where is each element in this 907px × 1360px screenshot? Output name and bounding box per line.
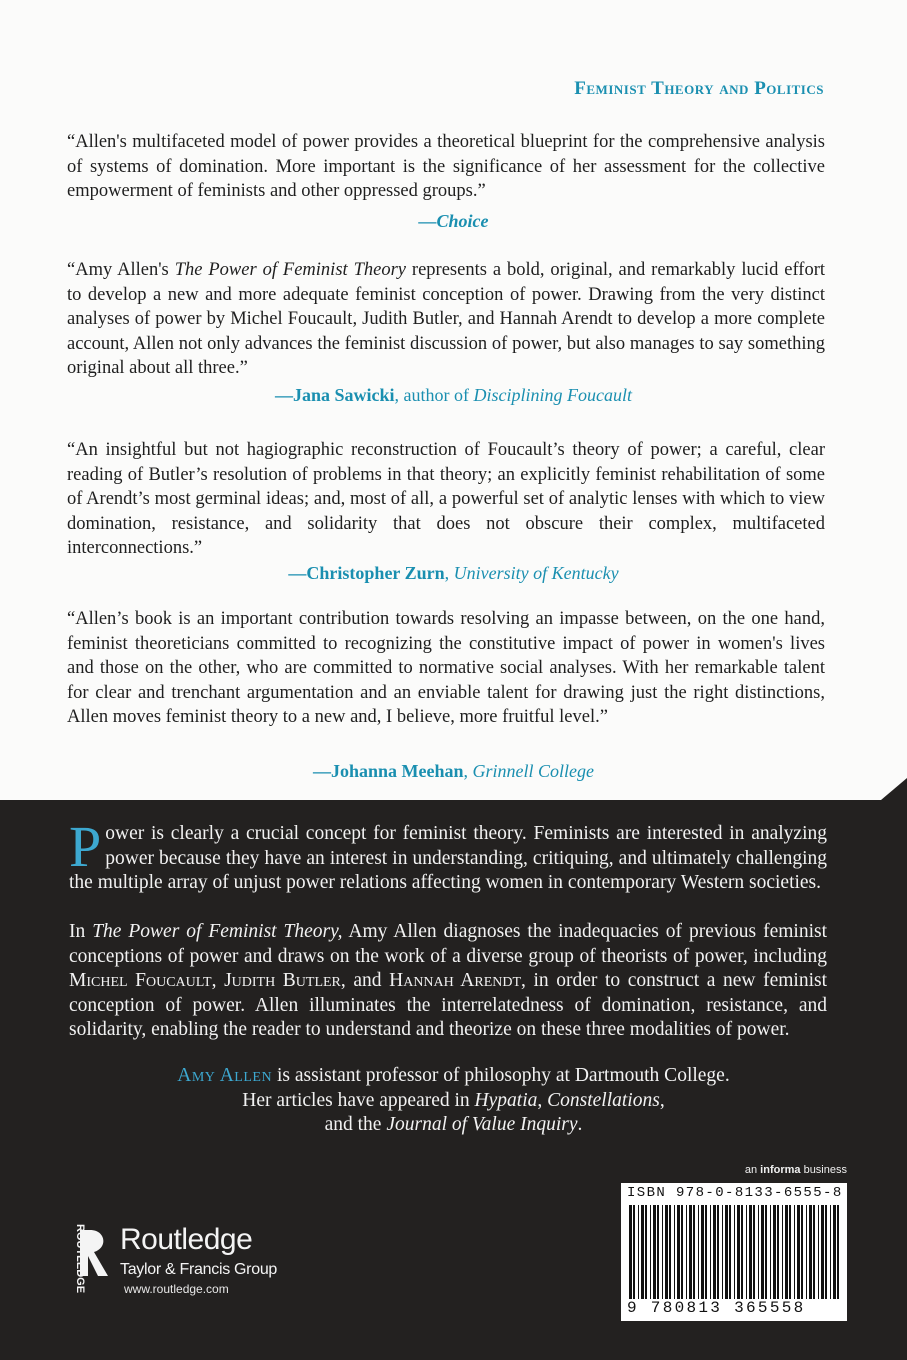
barcode-bar — [681, 1205, 683, 1299]
description-panel — [0, 800, 907, 1360]
barcode-bar — [737, 1205, 740, 1299]
publisher-url[interactable]: www.routledge.com — [124, 1282, 229, 1296]
barcode-bar — [782, 1205, 783, 1299]
routledge-vertical-text — [64, 1220, 86, 1310]
barcode-bar — [650, 1205, 651, 1299]
barcode-bar — [809, 1205, 812, 1299]
isbn-text: ISBN 978-0-8133-6555-8 — [627, 1185, 843, 1201]
barcode-bar — [638, 1205, 639, 1299]
barcode-bar — [741, 1205, 743, 1299]
barcode-bar — [746, 1205, 747, 1299]
informa-tagline: an informa business — [744, 1164, 847, 1176]
panel-corner-tab — [881, 778, 907, 800]
isbn-barcode — [621, 1183, 847, 1321]
endorsement-source-1: —Choice — [418, 211, 489, 231]
barcode-bar — [777, 1205, 779, 1299]
barcode-bar — [689, 1205, 692, 1299]
barcode-bar — [641, 1205, 644, 1299]
barcode-bar — [813, 1205, 815, 1299]
barcode-bar — [794, 1205, 795, 1299]
barcode-bar — [713, 1205, 716, 1299]
barcode-bar — [705, 1205, 707, 1299]
svg-text:ROUTLEDGE: ROUTLEDGE — [74, 1224, 86, 1294]
barcode-bar — [837, 1205, 839, 1299]
description-paragraph-1: Power is clearly a crucial concept for feminist theory. Feminists are interested in analyzing power because they have an interest in understanding, critiquing, and ultimately challenging the multiple array of unjust power relations affecting women in contemporary Western societies. — [69, 814, 827, 893]
barcode-bar — [789, 1205, 791, 1299]
barcode-bar — [674, 1205, 675, 1299]
barcode-bar — [801, 1205, 803, 1299]
description-paragraph-2: In The Power of Feminist Theory, Amy Allen diagnoses the inadequacies of previous feminist conceptions of power and draws on the work of a diverse group of theorists of power, including Michel Foucault, Judith Butler, and Hannah Arendt, in order to construct a new feminist conception of power. Allen illuminates the interrelatedness of domination, resistance, and solidarity, enabling the reader to understand and theorize on these three modalities of power. — [69, 921, 828, 1040]
barcode-bar — [722, 1205, 723, 1299]
author-bio: Amy Allen is assistant professor of philosophy at Dartmouth College. Her articles have appeared in Hypatia, Constellations, and the Journal of Value Inquiry. — [177, 1065, 730, 1135]
barcode-bar — [693, 1205, 695, 1299]
barcode-bar — [797, 1205, 800, 1299]
barcode-bar — [629, 1205, 632, 1299]
barcode-bar — [833, 1205, 836, 1299]
barcode-bar — [710, 1205, 711, 1299]
barcode-bar — [821, 1205, 824, 1299]
barcode-bar — [633, 1205, 635, 1299]
barcode-bar — [765, 1205, 767, 1299]
barcode-bar — [665, 1205, 668, 1299]
publisher-name-block — [120, 1223, 277, 1279]
barcode-bar — [701, 1205, 704, 1299]
barcode-bar — [725, 1205, 728, 1299]
barcode-bar — [825, 1205, 827, 1299]
barcode-bar — [785, 1205, 788, 1299]
barcode-bar — [761, 1205, 764, 1299]
barcode-bar — [669, 1205, 671, 1299]
publisher-name: Routledge — [120, 1223, 253, 1256]
barcode-bar — [653, 1205, 656, 1299]
barcode-bar — [657, 1205, 659, 1299]
endorsement-quote-3: “An insightful but not hagiographic reconstruction of Foucault’s theory of power; a careful, clear reading of Butler’s resolution of problems in that theory; an explicitly feminist rehabilitation of some of Arendt’s most germinal ideas; and, most of all, a powerful set of analytic lenses with which to view domination, resistance, and solidarity that does not obscure their complex, multifaceted interconnections.” — [67, 440, 825, 558]
book-title: The Power of Feminist Theory — [174, 260, 406, 280]
endorsement-quote-4: “Allen’s book is an important contribution towards resolving an impasse between, on the one hand, feminist theoreticians committed to recognizing the constitutive impact of power in women's lives and those on the other, who are committed to normative social analyses. With her remarkable talent for clear and trenchant argumentation and an enviable talent for drawing just the right distinctions, Allen moves feminist theory to a new and, I believe, more fruitful level.” — [67, 609, 825, 727]
barcode-bar — [758, 1205, 759, 1299]
barcode-bar — [717, 1205, 719, 1299]
series-title: Feminist Theory and Politics — [574, 78, 824, 99]
barcode-bar — [749, 1205, 752, 1299]
barcode-bar — [773, 1205, 776, 1299]
endorsement-source-2: —Jana Sawicki, author of Disciplining Foucault — [275, 385, 632, 405]
barcode-bar — [770, 1205, 771, 1299]
barcode-bar — [753, 1205, 755, 1299]
barcode-bar — [806, 1205, 807, 1299]
publisher-group: Taylor & Francis Group — [120, 1261, 278, 1278]
ean-digits: 9 780813 365558 — [627, 1299, 806, 1317]
barcode-bar — [662, 1205, 663, 1299]
barcode-bar — [645, 1205, 647, 1299]
barcode-bar — [734, 1205, 735, 1299]
endorsement-source-4: —Johanna Meehan, Grinnell College — [312, 761, 594, 781]
barcode-bar — [686, 1205, 687, 1299]
barcode-bar — [818, 1205, 819, 1299]
barcode-bar — [698, 1205, 699, 1299]
endorsement-quote-2: “Amy Allen's The Power of Feminist Theory represents a bold, original, and remarkably lucid effort to develop a new and more adequate feminist conception of power. Drawing from the very distinct analyses of power by Michel Foucault, Judith Butler, and Hannah Arendt to develop a more complete account, Allen not only advances the feminist discussion of power, but also manages to say something original about all three.” — [67, 260, 826, 378]
barcode-bars — [629, 1205, 841, 1299]
barcode-bar — [677, 1205, 680, 1299]
barcode-bar — [729, 1205, 731, 1299]
endorsement-quote-1: “Allen's multifaceted model of power provides a theoretical blueprint for the comprehensive analysis of systems of domination. More important is the significance of her assessment for the collective empowerment of feminists and other oppressed groups.” — [67, 132, 825, 201]
endorsement-source-3: —Christopher Zurn, University of Kentucky — [288, 563, 619, 583]
barcode-bar — [830, 1205, 831, 1299]
drop-cap: P — [69, 814, 102, 879]
author-name: Amy Allen — [177, 1065, 273, 1086]
